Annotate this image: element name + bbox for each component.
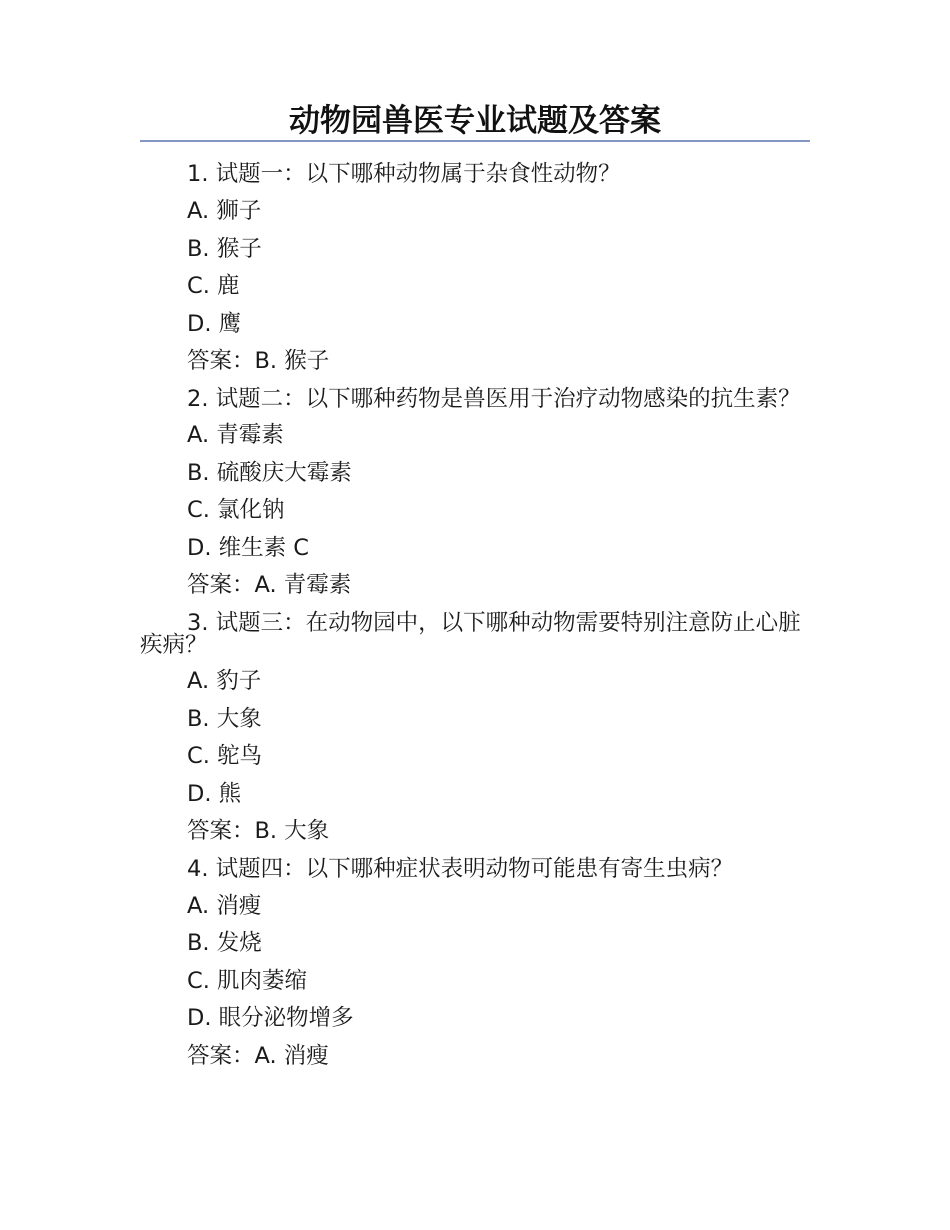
option-d: D. 维生素 C [187,534,309,561]
option-b: B. 硫酸庆大霉素 [187,459,352,486]
option-c: C. 鹿 [187,273,240,300]
question-block-2 [140,380,812,604]
option-a: A. 豹子 [187,668,262,695]
question-text: 3. 试题三：在动物园中，以下哪种动物需要特别注意防止心脏疾病？ [140,610,801,659]
option-d: D. 熊 [187,780,242,807]
option-d: D. 眼分泌物增多 [187,1005,354,1032]
option-a: A. 青霉素 [187,422,284,449]
option-b: B. 猴子 [187,235,262,262]
option-d: D. 鹰 [187,310,242,337]
option-a: A. 消瘦 [187,892,262,919]
question-text: 2. 试题二：以下哪种药物是兽医用于治疗动物感染的抗生素？ [187,386,801,413]
question-text: 4. 试题四：以下哪种症状表明动物可能患有寄生虫病？ [187,855,734,882]
option-b: B. 大象 [187,705,262,732]
answer-text: 答案：A. 青霉素 [187,572,352,599]
option-a: A. 狮子 [187,198,262,225]
document-body [140,156,812,1075]
answer-text: 答案：B. 大象 [187,818,330,845]
document-title: 动物园兽医专业试题及答案 [289,103,661,139]
question-block-1 [140,156,812,380]
question-text: 1. 试题一：以下哪种动物属于杂食性动物？ [187,161,621,187]
option-c: C. 鸵鸟 [187,743,263,770]
option-c: C. 肌肉萎缩 [187,967,308,994]
answer-text: 答案：A. 消瘦 [187,1042,329,1069]
option-b: B. 发烧 [187,930,262,957]
question-block-3 [140,604,812,850]
title-underline [140,140,810,142]
answer-text: 答案：B. 猴子 [187,348,330,375]
question-block-4 [140,851,812,1075]
option-c: C. 氯化钠 [187,497,285,524]
